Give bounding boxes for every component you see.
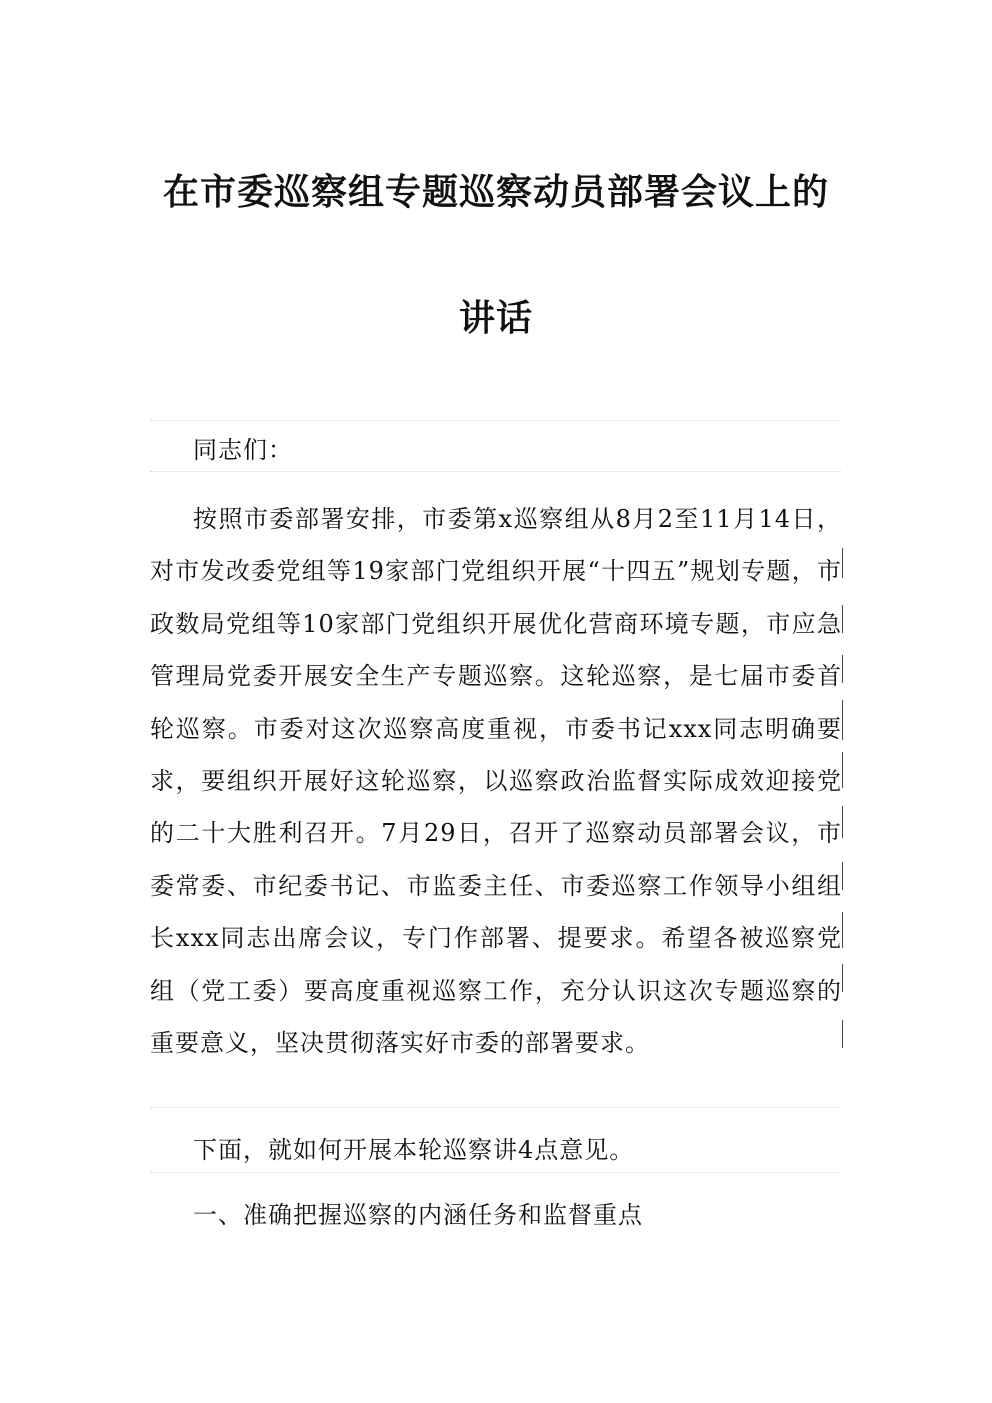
section-heading-1: 一、准确把握巡察的内涵任务和监督重点 [193, 1201, 643, 1229]
document-title-line-2: 讲话 [458, 298, 533, 339]
margin-mark [842, 655, 843, 683]
margin-mark [842, 700, 843, 740]
divider-after-greeting [150, 471, 842, 472]
document-title-line-1: 在市委巡察组专题巡察动员部署会议上的 [162, 172, 829, 213]
divider-after-body [150, 1107, 842, 1108]
divider-after-paragraph-2 [150, 1172, 842, 1173]
margin-mark [842, 912, 843, 948]
body-paragraph-1: 按照市委部署安排，市委第x巡察组从8月2至11月14日，对市发改委党组等19家部门党组织开展“十四五”规划专题，市政数局党组等10家部门党组织开展优化营商环境专题，市应急管理局党委开展安全生产专题巡察。这轮巡察，是七届市委首轮巡察。市委对这次巡察高度重视，市委书记xxx同志明确要求，要组织开展好这轮巡察，以巡察政治监督实际成效迎接党的二十大胜利召开。7月29日，召开了巡察动员部署会议，市委常委、市纪委书记、市监委主任、市委巡察工作领导小组组长xxx同志出席会议，专门作部署、提要求。希望各被巡察党组（党工委）要高度重视巡察工作，充分认识这次专题巡察的重要意义，坚决贯彻落实好市委的部署要求。 [150, 505, 842, 1058]
margin-mark [842, 806, 843, 838]
divider-top [150, 420, 842, 421]
margin-mark [842, 862, 843, 890]
margin-mark [842, 548, 843, 578]
margin-mark [842, 605, 843, 633]
greeting: 同志们： [193, 436, 293, 464]
body-paragraph-2: 下面，就如何开展本轮巡察讲4点意见。 [193, 1136, 635, 1164]
margin-mark [842, 1020, 843, 1048]
margin-mark [842, 752, 843, 788]
margin-mark [842, 964, 843, 992]
